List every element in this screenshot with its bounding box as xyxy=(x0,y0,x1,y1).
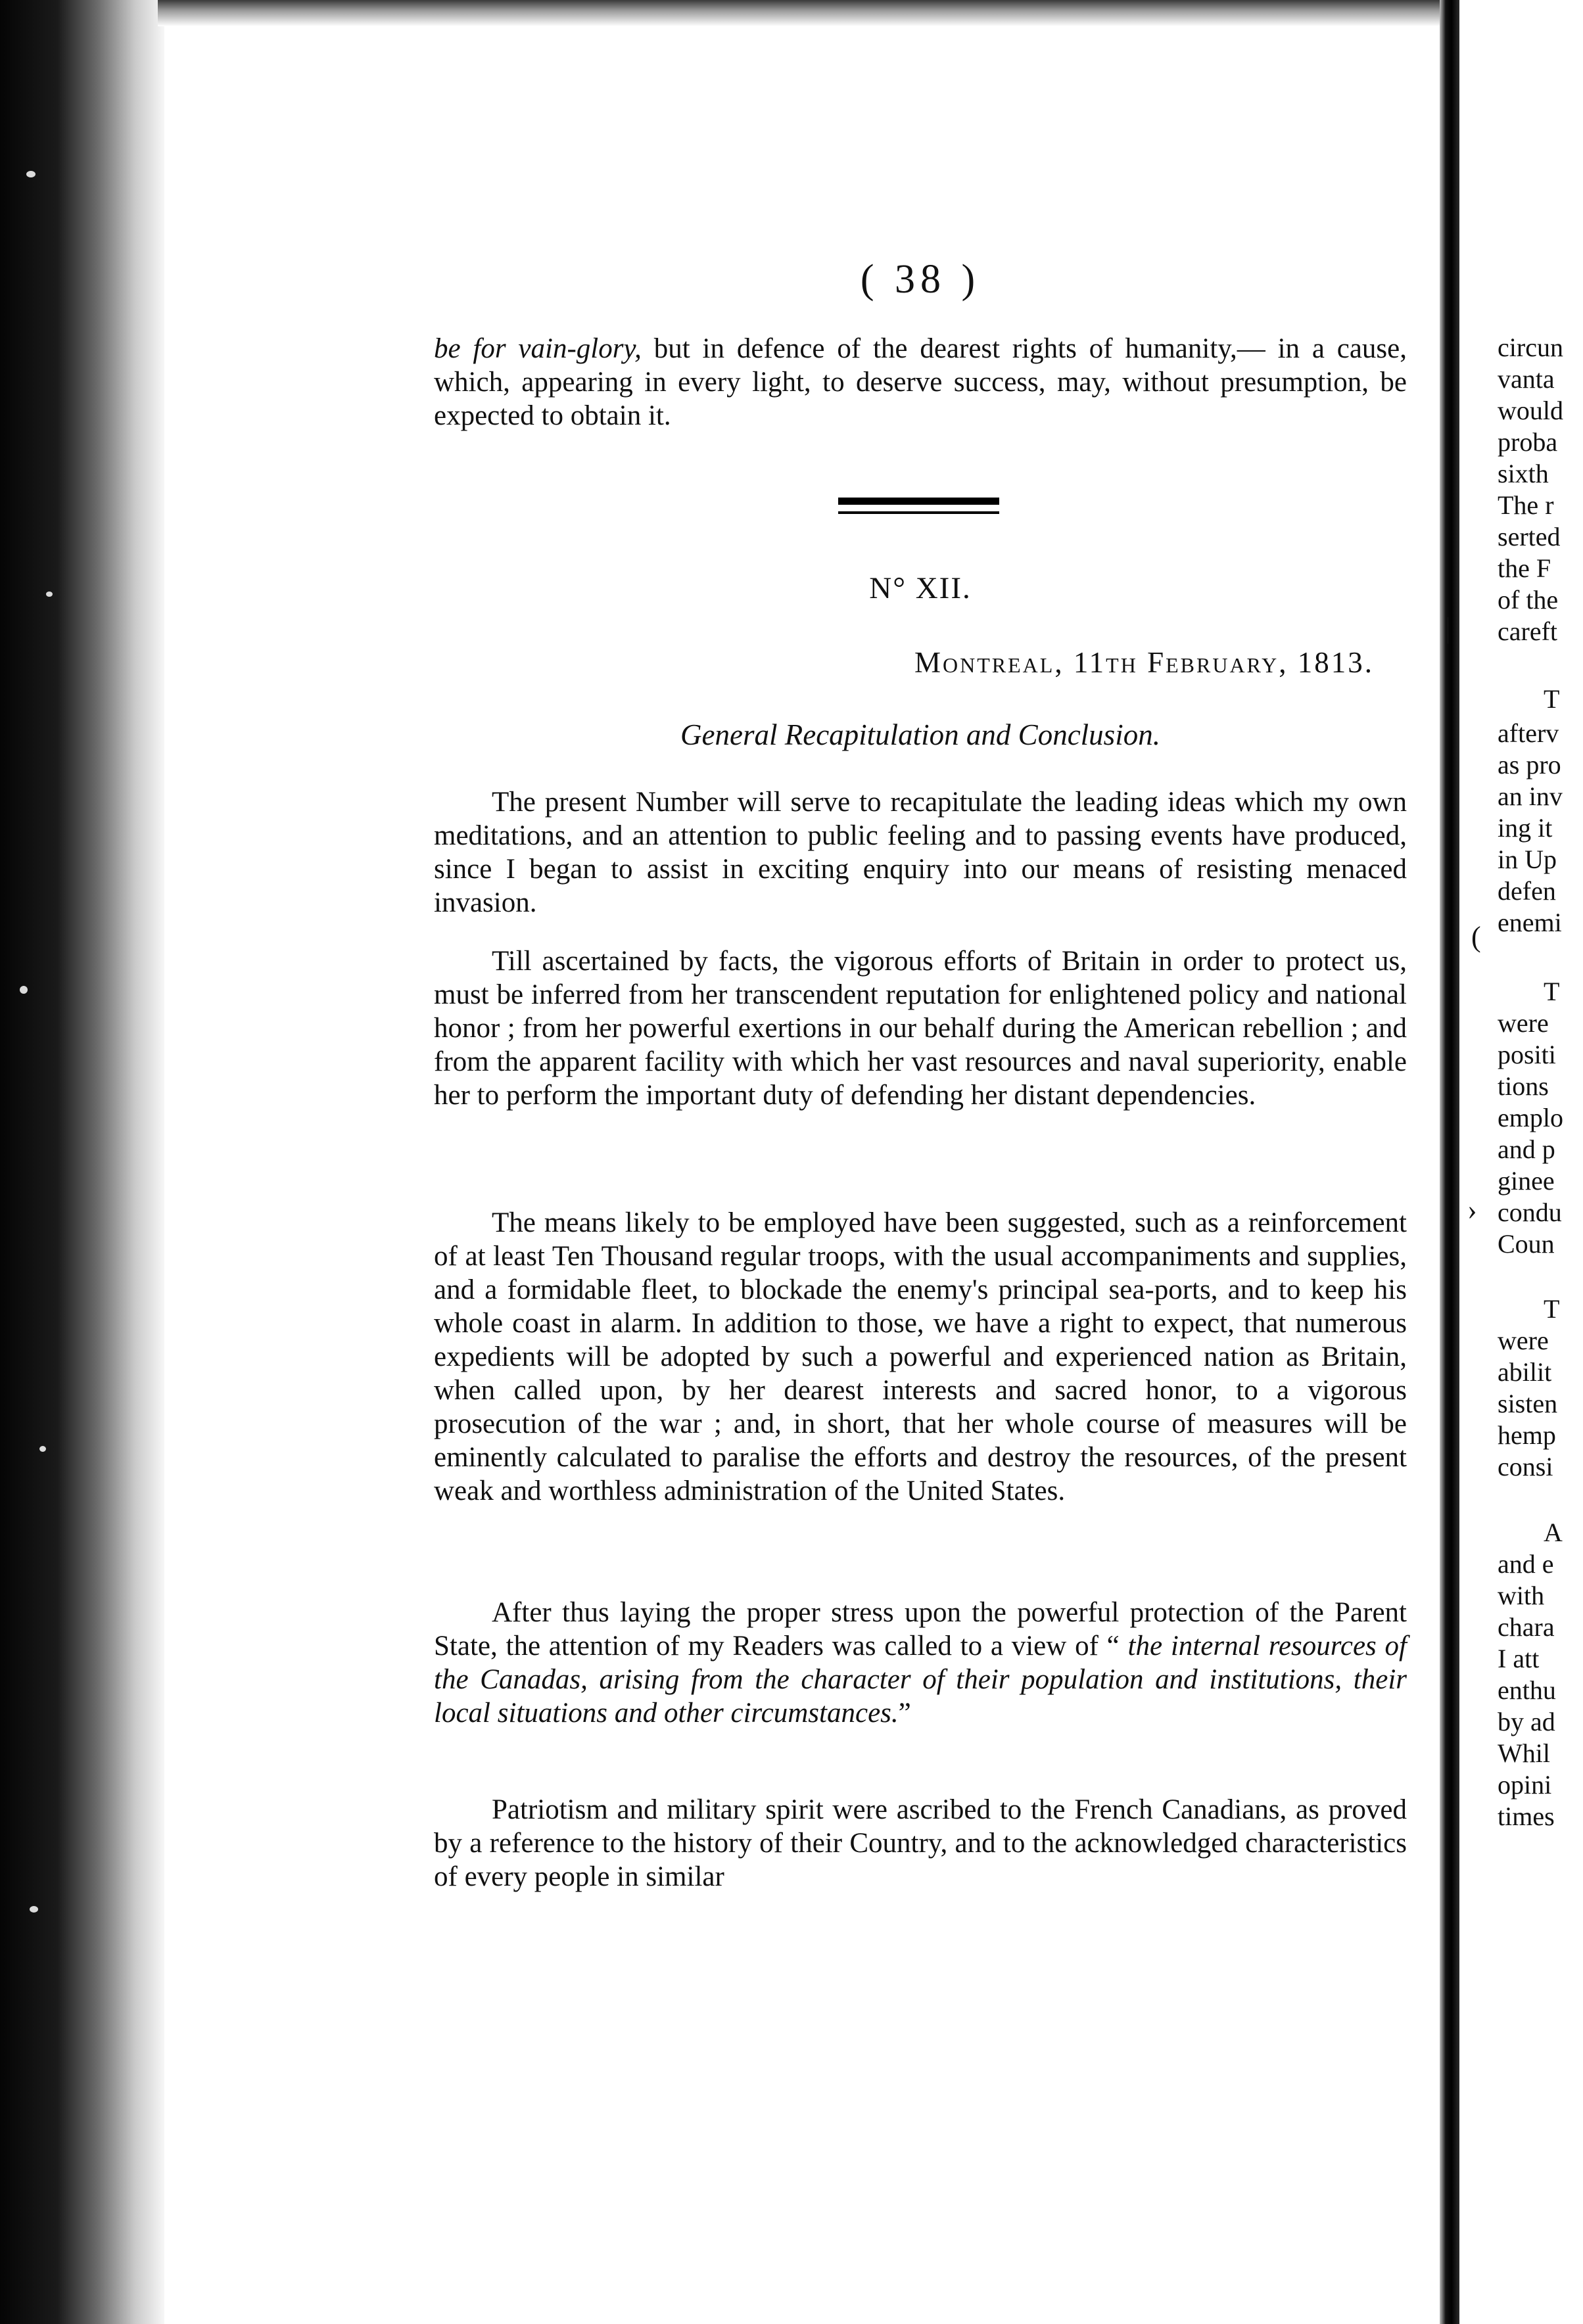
right-page-line: enemi xyxy=(1498,908,1562,937)
section-divider-thick xyxy=(838,498,999,505)
section-subtitle: General Recapitulation and Conclusion. xyxy=(680,718,1160,751)
right-page-line: sisten xyxy=(1498,1389,1558,1418)
right-page-line: T xyxy=(1544,1294,1560,1324)
section-divider-thin xyxy=(838,511,999,514)
right-page-line: vanta xyxy=(1498,364,1555,394)
right-page-line: abilit xyxy=(1498,1357,1552,1387)
right-page-line: were xyxy=(1498,1008,1549,1038)
right-page-line: were xyxy=(1498,1326,1549,1355)
right-page-line: with xyxy=(1498,1581,1545,1610)
right-page-line: opini xyxy=(1498,1770,1552,1800)
right-page-line: consi xyxy=(1498,1452,1553,1481)
fold-bracket-mark: ( xyxy=(1471,921,1481,953)
dateline: Montreal, 11th February, 1813. xyxy=(914,646,1374,679)
right-page-line: tions xyxy=(1498,1071,1549,1101)
right-page-line: and p xyxy=(1498,1134,1555,1164)
right-page-line: condu xyxy=(1498,1197,1562,1227)
right-page-line: of the xyxy=(1498,585,1559,615)
right-page-line: Whil xyxy=(1498,1738,1550,1768)
paragraph-2-text: Till ascertained by facts, the vigorous efforts of Britain in order to protect us, must be inferred from her transcendent reputation for enlightened policy and national honor ; from her powerful exertions in our behalf during the American rebellion ; and from the apparent facility with which her vast resources and naval superiority, enable her to perform the important duty of defending her distant dependencies. xyxy=(434,946,1407,1111)
right-page-line: and e xyxy=(1498,1549,1554,1579)
right-page-line: an inv xyxy=(1498,781,1563,811)
right-page-line: careft xyxy=(1498,616,1558,646)
right-page-line: ginee xyxy=(1498,1166,1555,1196)
paragraph-4-quote: the internal resources of the Canadas, arising from the character of their population and institutions, their local situations and other circumstances. xyxy=(434,1631,1407,1729)
page-top-edge-shadow xyxy=(158,0,1446,26)
opening-text: but in defence of the dearest rights of humanity,— in a cause, which, appearing in every light, to deserve success, may, without presumption, be expected to obtain it. xyxy=(434,333,1407,431)
paragraph-3-text: The means likely to be employed have been suggested, such as a reinforcement of at least Ten Thousand regular troops, with the usual accompaniments and supplies, and a formidable fleet, to blockade the enemy's principal sea-ports, and to keep his whole coast in alarm. In addition to those, we have a right to expect, that numerous expedients will be adopted by such a powerful and experienced nation as Britain, when called upon, by her dearest interests and sacred honor, to a vigorous prosecution of the war ; and, in short, that her whole course of measures will be eminently calculated to paralise the efforts and destroy the resources, of the present weak and worthless administration of the United States. xyxy=(434,1207,1407,1506)
right-page-line: Coun xyxy=(1498,1229,1555,1259)
right-page-line: defen xyxy=(1498,876,1556,906)
section-number: N° XII. xyxy=(869,571,972,605)
right-page-line: in Up xyxy=(1498,845,1557,874)
paragraph-4-start: After thus laying the proper stress upon the powerful protection of the Parent State, the attention of my Readers was called to a view of “ xyxy=(434,1597,1407,1662)
right-page-line: afterv xyxy=(1498,718,1559,748)
paragraph-3 xyxy=(434,1206,1407,1508)
right-page-line: sixth xyxy=(1498,459,1549,488)
book-spine-gutter xyxy=(0,0,164,2324)
scan-speck xyxy=(30,1906,38,1913)
right-page-line: emplo xyxy=(1498,1103,1563,1132)
scan-speck xyxy=(20,986,28,994)
paragraph-1-text: The present Number will serve to recapitulate the leading ideas which my own meditations, and an attention to public feeling and to passing events have produced, since I began to assist in exciting enquiry into our means of resisting menaced invasion. xyxy=(434,787,1407,918)
right-page-line: would xyxy=(1498,396,1563,425)
scan-speck xyxy=(26,171,35,177)
opening-paragraph xyxy=(434,332,1407,432)
right-page-fragment xyxy=(1498,0,1583,2324)
paragraph-1 xyxy=(434,785,1407,919)
right-page-line: times xyxy=(1498,1801,1555,1831)
page-number: ( 38 ) xyxy=(860,257,981,302)
right-page-line: T xyxy=(1544,977,1560,1006)
right-page-line: T xyxy=(1544,684,1560,714)
right-page-line: A xyxy=(1544,1518,1563,1547)
right-page-line: circun xyxy=(1498,333,1563,362)
paragraph-5 xyxy=(434,1793,1407,1894)
scan-speck xyxy=(39,1446,46,1452)
paragraph-4 xyxy=(434,1596,1407,1730)
right-page-line: positi xyxy=(1498,1040,1556,1069)
right-page-line: the F xyxy=(1498,553,1551,583)
scan-speck xyxy=(46,592,53,597)
opening-italic: be for vain-glory, xyxy=(434,333,642,364)
fold-arrow-mark: › xyxy=(1467,1194,1477,1226)
right-page-line: hemp xyxy=(1498,1420,1556,1450)
page-fold xyxy=(1440,0,1459,2324)
right-page-line: as pro xyxy=(1498,750,1561,779)
right-page-line: ing it xyxy=(1498,813,1553,843)
paragraph-2 xyxy=(434,944,1407,1112)
paragraph-4-end: ” xyxy=(898,1698,911,1729)
paragraph-5-text: Patriotism and military spirit were ascribed to the French Canadians, as proved by a reference to the history of their Country, and to the acknowledged characteristics of every people in similar xyxy=(434,1794,1407,1892)
right-page-line: proba xyxy=(1498,427,1558,457)
right-page-line: serted xyxy=(1498,522,1561,551)
right-page-line: The r xyxy=(1498,490,1554,520)
right-page-line: I att xyxy=(1498,1644,1540,1673)
fold-bracket-mark: | xyxy=(1445,612,1451,644)
right-page-line: chara xyxy=(1498,1612,1555,1642)
right-page-line: by ad xyxy=(1498,1707,1555,1736)
right-page-line: enthu xyxy=(1498,1675,1556,1705)
